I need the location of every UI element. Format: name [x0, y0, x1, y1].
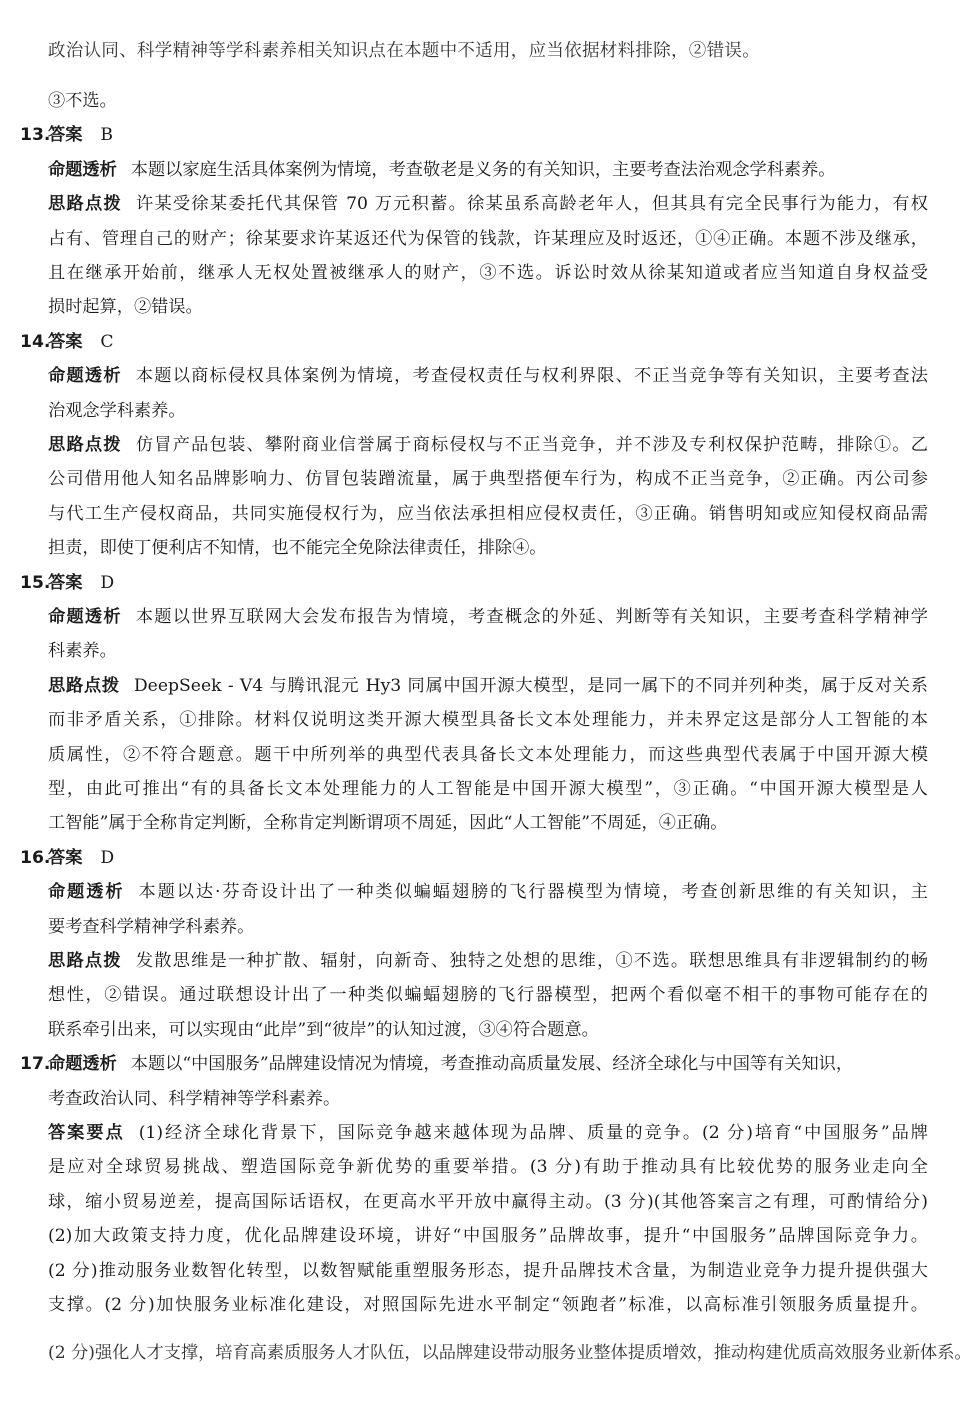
q14-answer: C — [100, 331, 114, 352]
q13-sl-line-3: 且在继承开始前，继承人无权处置被继承人的财产，③不选。诉讼时效从徐某知道或者应当知道自身权益受 — [48, 263, 928, 283]
q14-number: 14. — [20, 331, 51, 352]
q14-sl-line-2: 公司借用他人知名品牌影响力、仿冒包装蹭流量，属于典型搭便车行为，构成不正当竞争，②正确。丙公司参 — [48, 469, 928, 490]
q16-answer: D — [100, 847, 115, 868]
q14-sl-line-1: 思路点拨 仿冒产品包装、攀附商业信誉属于商标侵权与不正当竞争，并不涉及专利权保护范畴，排除①。乙 — [48, 435, 928, 455]
q15-answer: D — [100, 572, 115, 593]
q16-mt-label: 命题透析 — [48, 882, 125, 903]
q15-mt-line-2: 科素养。 — [48, 641, 117, 662]
q17-dy-line-4: (2)加大政策支持力度，优化品牌建设环境，讲好“中国服务”品牌故事，提升“中国服务”品牌国际竞争力。 — [48, 1226, 928, 1247]
q15-sl-line-2: 而非矛盾关系，①排除。材料仅说明这类开源大模型具备长文本处理能力，并未界定这是部分人工智能的本 — [48, 710, 928, 731]
q17-dy-line-6: 支撑。(2 分)加快服务业标准化建设，对照国际先进水平制定“领跑者”标准，以高标准引领服务质量提升。 — [48, 1294, 928, 1315]
q13-answer-line — [0, 118, 950, 152]
q17-dy-label: 答案要点 — [48, 1122, 125, 1143]
q15-number: 15. — [20, 572, 51, 593]
q17-dy-line-2: 是应对全球贸易挑战、塑造国际竞争新优势的重要举措。(3 分)有助于推动具有比较优势的服务业走向全 — [48, 1157, 928, 1178]
q16-mt-line-2: 要考查科学精神学科素养。 — [48, 916, 255, 937]
q14-answer-label: 答案 — [48, 331, 83, 352]
q13-sl-label: 思路点拨 — [48, 194, 122, 215]
q14-mt-line-2: 治观念学科素养。 — [48, 400, 186, 421]
q13-answer: B — [100, 125, 114, 146]
cropped-top-line — [48, 41, 928, 65]
q16-sl-line-1: 思路点拨 发散思维是一种扩散、辐射，向新奇、独特之处想的思维，①不选。联想思维具有非逻辑制约的畅 — [48, 950, 928, 971]
cropped-top-text: 政治认同、科学精神等学科素养相关知识点在本题中不适用，应当依据材料排除，②错误。 — [48, 41, 760, 61]
q17-number: 17. — [20, 1054, 51, 1075]
q16-sl-line-2: 想性，②错误。通过联想设计出了一种类似蝙蝠翅膀的飞行器模型，把两个看似毫不相干的事物可能存在的 — [48, 985, 928, 1006]
q17-dy-line-3: 球，缩小贸易逆差，提高国际话语权，在更高水平开放中赢得主动。(3 分)(其他答案言之有理，可酌情给分) — [48, 1191, 928, 1212]
q16-number: 16. — [20, 847, 51, 868]
q17-mt-line-1: 17.命题透析 本题以“中国服务”品牌建设情况为情境，考查推动高质量发展、经济全球化与中国等有关知识， — [0, 1047, 950, 1081]
q13-sl-line-1: 思路点拨 许某受徐某委托代其保管 70 万元积蓄。徐某虽系高龄老年人，但其具有完全民事行为能力，有权 — [48, 194, 928, 215]
q17-dy-line-5: (2 分)推动服务业数智化转型，以数智赋能重塑服务形态，提升品牌技术含量，为制造业竞争力提升提供强大 — [48, 1260, 928, 1281]
q17-mt-line-2: 考查政治认同、科学精神等学科素养。 — [48, 1088, 341, 1109]
q13-mt-label: 命题透析 — [48, 159, 117, 180]
q15-sl-line-1: 思路点拨 DeepSeek - V4 与腾讯混元 Hy3 同属中国开源大模型，是同一属下的不同并列种类，属于反对关系 — [48, 675, 928, 696]
q15-sl-label: 思路点拨 — [48, 675, 120, 696]
q13-number: 13. — [20, 125, 51, 146]
q13-mt-line-1: 命题透析 本题以家庭生活具体案例为情境，考查敬老是义务的有关知识，主要考查法治观念学科素养。 — [48, 159, 836, 180]
q16-sl-line-3: 联系牵引出来，可以实现由“此岸”到“彼岸”的认知过渡，③④符合题意。 — [48, 1019, 599, 1040]
q15-sl-line-3: 质属性，②不符合题意。题干中所列举的典型代表具备长文本处理能力，而这些典型代表属于中国开源大模 — [48, 744, 928, 765]
q17-mt-label: 命题透析 — [48, 1054, 117, 1075]
q15-mt-line-1: 命题透析 本题以世界互联网大会发布报告为情境，考查概念的外延、判断等有关知识，主要考查科学精神学 — [48, 606, 928, 627]
q16-answer-line — [0, 841, 950, 875]
q17-dy-line-1: 答案要点 (1)经济全球化背景下，国际竞争越来越体现为品牌、质量的竞争。(2 分)培育“中国服务”品牌 — [48, 1122, 928, 1143]
q13-sl-line-4: 损时起算，②错误。 — [48, 297, 203, 318]
q14-mt-line-1: 命题透析 本题以商标侵权具体案例为情境，考查侵权责任与权利界限、不正当竞争等有关知识，主要考查法 — [48, 366, 928, 387]
q15-sl-line-5: 工智能”属于全称肯定判断，全称肯定判断谓项不周延，因此“人工智能”不周延，④正确。 — [48, 813, 728, 834]
cropped-bottom-line — [48, 1338, 972, 1363]
intro-tail: ③不选。 — [48, 91, 117, 111]
q16-mt-line-1: 命题透析 本题以达·芬奇设计出了一种类似蝙蝠翅膀的飞行器模型为情境，考查创新思维的有关知识，主 — [48, 882, 928, 903]
q15-answer-line — [0, 566, 950, 600]
q13-sl-line-2: 占有、管理自己的财产；徐某要求许某返还代为保管的钱款，许某理应及时返还，①④正确。本题不涉及继承， — [48, 228, 928, 249]
q15-answer-label: 答案 — [48, 572, 83, 593]
q16-sl-label: 思路点拨 — [48, 950, 122, 971]
q14-mt-label: 命题透析 — [48, 366, 122, 387]
cropped-bottom-text: (2 分)强化人才支撑，培育高素质服务人才队伍，以品牌建设带动服务业整体提质增效，推动构建优质高效服务业新体系。 — [48, 1343, 972, 1363]
answer-content — [0, 84, 950, 1322]
q15-sl-line-4: 型，由此可推出“有的具备长文本处理能力的人工智能是中国开源大模型”，③正确。“中国开源大模型是人 — [48, 778, 928, 799]
q14-sl-label: 思路点拨 — [48, 435, 122, 455]
q14-sl-line-4: 担责，即使丁便利店不知情，也不能完全免除法律责任，排除④。 — [48, 538, 547, 559]
q15-mt-label: 命题透析 — [48, 606, 122, 627]
q16-answer-label: 答案 — [48, 847, 83, 868]
q13-answer-label: 答案 — [48, 125, 83, 146]
q14-answer-line — [0, 325, 950, 359]
q14-sl-line-3: 与代工生产侵权商品，共同实施侵权行为，应当依法承担相应侵权责任，③正确。销售明知或应知侵权商品需 — [48, 503, 928, 524]
